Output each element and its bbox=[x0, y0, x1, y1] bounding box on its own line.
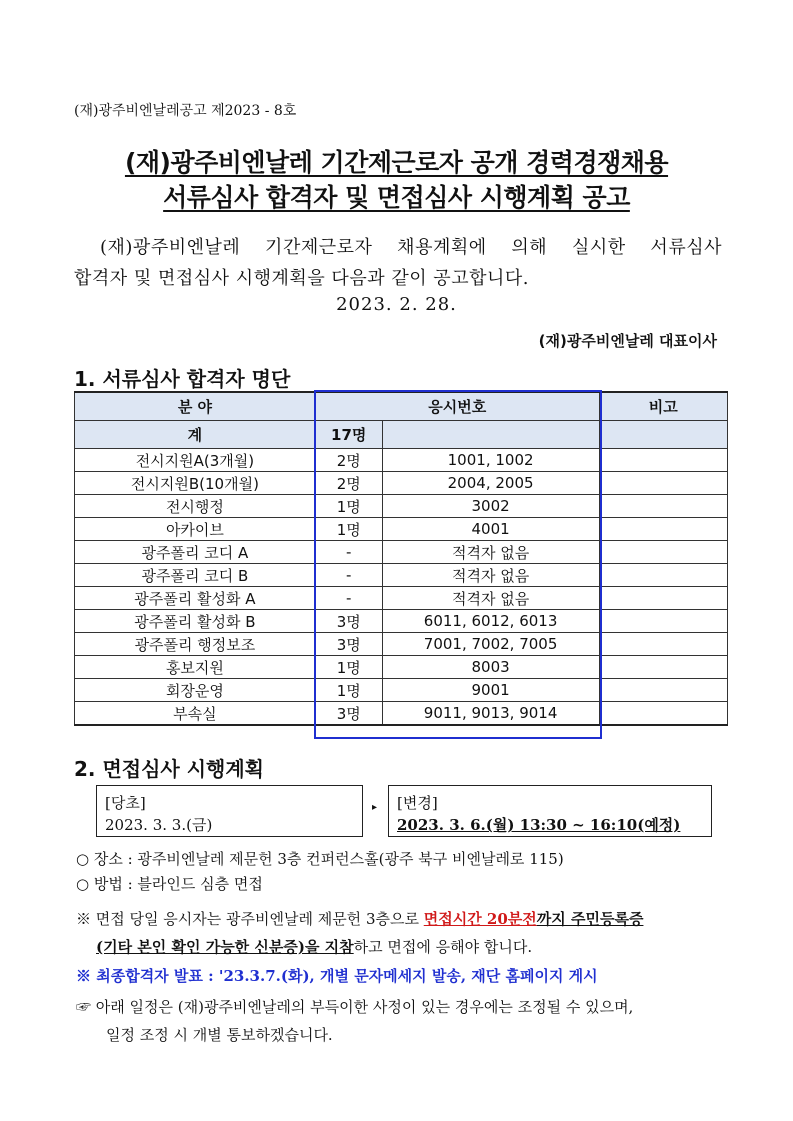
table-row bbox=[75, 495, 728, 518]
row-field: 전시지원A(3개월) bbox=[75, 449, 316, 472]
row-numbers: 1001, 1002 bbox=[382, 449, 599, 472]
table-row bbox=[75, 564, 728, 587]
interview-method: ○ 방법 : 블라인드 심층 면접 bbox=[76, 875, 263, 893]
section-1-title: 1. 서류심사 합격자 명단 bbox=[74, 367, 291, 391]
row-field: 광주폴리 코디 A bbox=[75, 541, 316, 564]
row-note bbox=[599, 610, 727, 633]
results-table bbox=[74, 391, 728, 726]
row-count: 3명 bbox=[315, 610, 382, 633]
total-count: 17명 bbox=[315, 421, 382, 449]
row-field: 전시지원B(10개월) bbox=[75, 472, 316, 495]
row-field: 광주폴리 코디 B bbox=[75, 564, 316, 587]
row-count: - bbox=[315, 541, 382, 564]
original-schedule-box bbox=[96, 785, 363, 837]
row-field: 홍보지원 bbox=[75, 656, 316, 679]
table-row bbox=[75, 656, 728, 679]
table-row bbox=[75, 472, 728, 495]
changed-schedule-box bbox=[388, 785, 712, 837]
intro-line-2: 합격자 및 면접심사 시행계획을 다음과 같이 공고합니다. bbox=[74, 268, 529, 289]
table-body bbox=[75, 449, 728, 726]
table-row bbox=[75, 610, 728, 633]
table-row bbox=[75, 541, 728, 564]
table-total-row bbox=[75, 421, 728, 449]
interview-place: ○ 장소 : 광주비엔날레 제문헌 3층 컨퍼런스홀(광주 북구 비엔날레로 115) bbox=[76, 850, 564, 868]
row-numbers: 9001 bbox=[382, 679, 599, 702]
note-schedule-change: ☞ 아래 일정은 (재)광주비엔날레의 부득이한 사정이 있는 경우에는 조정될 수 있으며, bbox=[76, 998, 634, 1016]
row-numbers: 8003 bbox=[382, 656, 599, 679]
total-numbers bbox=[382, 421, 599, 449]
changed-date: 2023. 3. 6.(월) 13:30 ~ 16:10(예정) bbox=[397, 816, 681, 834]
note-attendance-cont: (기타 본인 확인 가능한 신분증)을 지참하고 면접에 응해야 합니다. bbox=[96, 938, 533, 956]
title-line-2: 서류심사 합격자 및 면접심사 시행계획 공고 bbox=[163, 183, 630, 212]
row-note bbox=[599, 679, 727, 702]
row-numbers: 적격자 없음 bbox=[382, 541, 599, 564]
row-count: 1명 bbox=[315, 518, 382, 541]
arrow-right-icon: ▸ bbox=[372, 802, 378, 813]
row-note bbox=[599, 541, 727, 564]
row-count: 1명 bbox=[315, 495, 382, 518]
row-field: 광주폴리 활성화 B bbox=[75, 610, 316, 633]
row-field: 광주폴리 행정보조 bbox=[75, 633, 316, 656]
table-row bbox=[75, 702, 728, 726]
header-note: 비고 bbox=[599, 392, 727, 421]
row-count: 3명 bbox=[315, 633, 382, 656]
table-row bbox=[75, 587, 728, 610]
changed-label: [변경] bbox=[397, 794, 438, 812]
row-count: 3명 bbox=[315, 702, 382, 726]
row-note bbox=[599, 633, 727, 656]
row-field: 전시행정 bbox=[75, 495, 316, 518]
row-note bbox=[599, 587, 727, 610]
row-note bbox=[599, 495, 727, 518]
row-numbers: 적격자 없음 bbox=[382, 564, 599, 587]
row-note bbox=[599, 656, 727, 679]
row-numbers: 9011, 9013, 9014 bbox=[382, 702, 599, 726]
row-field: 부속실 bbox=[75, 702, 316, 726]
original-date: 2023. 3. 3.(금) bbox=[105, 816, 213, 834]
row-count: 1명 bbox=[315, 679, 382, 702]
table-row bbox=[75, 449, 728, 472]
total-note bbox=[599, 421, 727, 449]
row-count: 2명 bbox=[315, 472, 382, 495]
row-count: 2명 bbox=[315, 449, 382, 472]
row-field: 회장운영 bbox=[75, 679, 316, 702]
table-row bbox=[75, 633, 728, 656]
note-time-highlight: 면접시간 20분전 bbox=[423, 910, 537, 928]
row-numbers: 3002 bbox=[382, 495, 599, 518]
table-row bbox=[75, 679, 728, 702]
row-note bbox=[599, 518, 727, 541]
title-line-1: (재)광주비엔날레 기간제근로자 공개 경력경쟁채용 bbox=[124, 148, 669, 177]
row-numbers: 4001 bbox=[382, 518, 599, 541]
table-header-row bbox=[75, 392, 728, 421]
section-2-title: 2. 면접심사 시행계획 bbox=[74, 757, 264, 781]
note-final-announcement: ※ 최종합격자 발표 : '23.3.7.(화), 개별 문자메세지 발송, 재단 홈페이지 게시 bbox=[76, 967, 598, 985]
notice-date: 2023. 2. 28. bbox=[336, 294, 457, 315]
row-note bbox=[599, 449, 727, 472]
total-label: 계 bbox=[75, 421, 316, 449]
note-schedule-change-cont: 일정 조정 시 개별 통보하겠습니다. bbox=[106, 1026, 333, 1044]
row-numbers: 7001, 7002, 7005 bbox=[382, 633, 599, 656]
original-label: [당초] bbox=[105, 794, 146, 812]
intro-line-1: (재)광주비엔날레 기간제근로자 채용계획에 의해 실시한 서류심사 bbox=[100, 237, 722, 258]
table-row bbox=[75, 518, 728, 541]
header-field: 분 야 bbox=[75, 392, 316, 421]
row-field: 광주폴리 활성화 A bbox=[75, 587, 316, 610]
row-field: 아카이브 bbox=[75, 518, 316, 541]
note-attendance: ※ 면접 당일 응시자는 광주비엔날레 제문헌 3층으로 면접시간 20분전까지 주민등록증 bbox=[76, 910, 644, 928]
signature: (재)광주비엔날레 대표이사 bbox=[538, 332, 717, 350]
row-note bbox=[599, 564, 727, 587]
row-count: - bbox=[315, 587, 382, 610]
row-numbers: 6011, 6012, 6013 bbox=[382, 610, 599, 633]
notice-number: (재)광주비엔날레공고 제2023 - 8호 bbox=[74, 103, 297, 119]
row-numbers: 2004, 2005 bbox=[382, 472, 599, 495]
row-count: - bbox=[315, 564, 382, 587]
row-count: 1명 bbox=[315, 656, 382, 679]
row-numbers: 적격자 없음 bbox=[382, 587, 599, 610]
row-note bbox=[599, 702, 727, 726]
row-note bbox=[599, 472, 727, 495]
header-number: 응시번호 bbox=[315, 392, 599, 421]
